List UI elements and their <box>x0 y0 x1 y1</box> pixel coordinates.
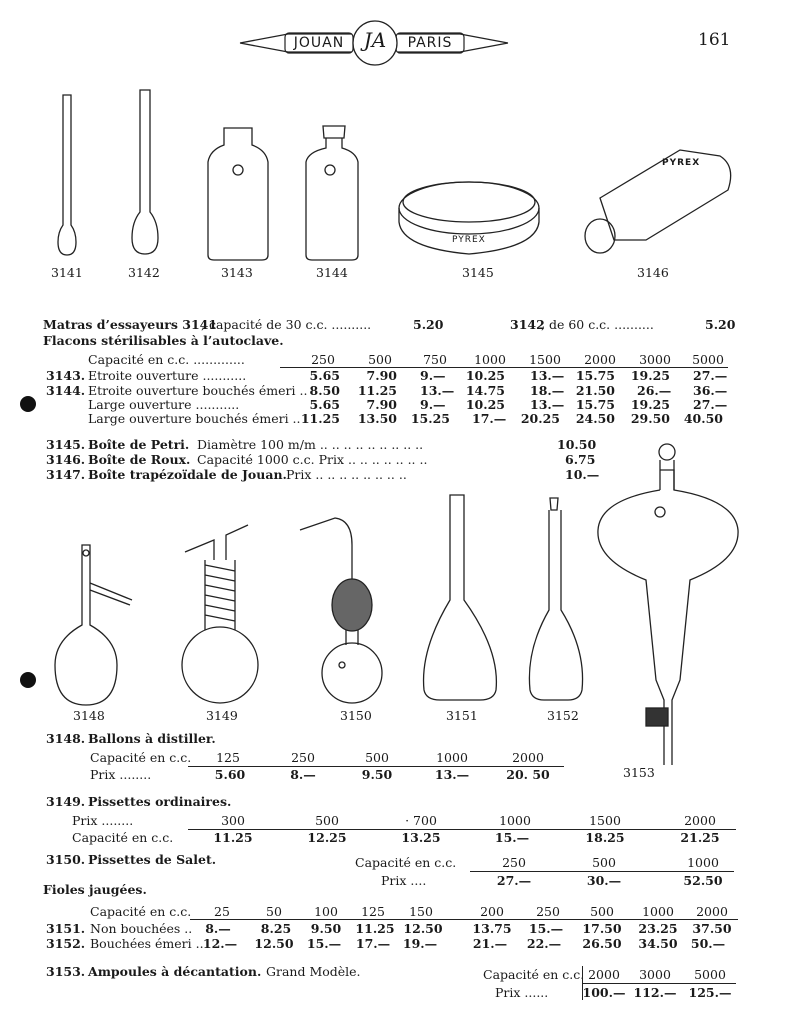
figure-number: 3152 <box>547 708 579 723</box>
price-cell: 21.— <box>472 936 508 951</box>
capacity-value: 2000 <box>588 967 620 982</box>
figure-number: 3150 <box>340 708 372 723</box>
fiole-3151-illustration <box>424 495 497 700</box>
item-price: 10.— <box>565 467 600 482</box>
price-cell: 8.50 <box>309 383 340 398</box>
item-desc: , capacité de 30 c.c. .......... <box>201 317 372 332</box>
price-cell: 7.90 <box>366 368 397 383</box>
price-cell: 22.— <box>526 936 562 951</box>
section-title: Ampoules à décantation. <box>88 964 262 979</box>
price-cell: 112.— <box>633 985 677 1000</box>
price-cell: 36.— <box>693 383 728 398</box>
price-cell: 13.— <box>420 383 455 398</box>
section-title: Pissettes ordinaires. <box>88 794 232 809</box>
figure-number: 3149 <box>206 708 238 723</box>
figure-number: 3151 <box>446 708 478 723</box>
capacity-label: Capacité en c.c. <box>90 750 192 765</box>
capacity-value: 1000 <box>474 352 506 367</box>
item-price: 6.75 <box>565 452 596 467</box>
price-cell: 1000 <box>499 813 531 828</box>
price-cell: 13.— <box>434 767 470 782</box>
price-cell: 20.25 <box>520 411 560 426</box>
capacity-value: 15.— <box>494 830 530 845</box>
row-label: Large ouverture bouchés émeri .. <box>88 411 301 426</box>
capacity-value: 21.25 <box>680 830 720 845</box>
ampoule-3153-illustration <box>598 444 738 765</box>
divider <box>190 919 738 920</box>
row-label: Non bouchées .. <box>90 921 193 936</box>
capacity-value: 750 <box>423 352 447 367</box>
capacity-label: Capacité en c.c. <box>483 967 585 982</box>
capacity-value: 5000 <box>694 967 726 982</box>
capacity-value: 3000 <box>639 352 671 367</box>
row-number: 3153. <box>46 964 86 979</box>
capacity-value: 125 <box>361 904 385 919</box>
price-cell: 5.65 <box>309 368 340 383</box>
row-number: 3147. <box>46 467 86 482</box>
price-cell: 15.75 <box>575 368 615 383</box>
price-cell: · 700 <box>405 813 437 828</box>
pissette-3149-illustration <box>182 525 258 703</box>
price-cell: 125.— <box>688 985 732 1000</box>
price-cell: 40.50 <box>683 411 723 426</box>
price-cell: 24.50 <box>575 411 615 426</box>
row-label: Etroite ouverture bouchés émeri .. <box>88 383 308 398</box>
row-label: Bouchées émeri .. <box>90 936 204 951</box>
capacity-value: 150 <box>409 904 433 919</box>
price-cell: 29.50 <box>630 411 670 426</box>
page-number: 161 <box>698 30 731 50</box>
price-cell: 17.— <box>472 411 507 426</box>
capacity-value: 250 <box>311 352 335 367</box>
price-cell: 52.50 <box>683 873 723 888</box>
capacity-value: 1000 <box>642 904 674 919</box>
price-cell: 2000 <box>684 813 716 828</box>
capacity-value: 500 <box>592 855 616 870</box>
price-cell: 8.— <box>290 767 316 782</box>
capacity-value: 2000 <box>696 904 728 919</box>
price-cell: 10.25 <box>465 368 505 383</box>
item-desc: Prix .. .. .. .. .. .. .. .. <box>286 467 407 482</box>
capacity-value: 250 <box>291 750 315 765</box>
price-cell: 500 <box>315 813 339 828</box>
capacity-value: 2000 <box>512 750 544 765</box>
row-number: 3146. <box>46 452 86 467</box>
item-price: 10.50 <box>557 437 597 452</box>
figure-number: 3146 <box>637 265 669 280</box>
price-cell: 15.— <box>306 936 342 951</box>
capacity-value: 18.25 <box>585 830 625 845</box>
price-cell: 37.50 <box>692 921 732 936</box>
figure-number: 3141 <box>51 265 83 280</box>
price-cell: 12.50 <box>254 936 294 951</box>
price-cell: 8.— <box>205 921 231 936</box>
price-cell: 27.— <box>693 368 728 383</box>
pyrex-label-roux: PYREX <box>662 158 701 168</box>
row-number: 3149. <box>46 794 86 809</box>
price-cell: 13.50 <box>357 411 397 426</box>
price-cell: 12.50 <box>403 921 443 936</box>
price-cell: 20. 50 <box>506 767 550 782</box>
price-cell: 18.— <box>530 383 565 398</box>
row-number: 3150. <box>46 852 86 867</box>
price-cell: 14.75 <box>465 383 505 398</box>
item-desc: , de 60 c.c. .......... <box>541 317 654 332</box>
figure-number: 3144 <box>316 265 348 280</box>
price-label: Prix ........ <box>90 767 152 782</box>
capacity-value: 1000 <box>687 855 719 870</box>
price-cell: 15.75 <box>575 397 615 412</box>
item-desc: Diamètre 100 m/m .. .. .. .. .. .. .. .. .. <box>197 437 424 452</box>
capacity-value: 500 <box>365 750 389 765</box>
item-price: 5.20 <box>413 317 444 332</box>
price-cell: 30.— <box>586 873 622 888</box>
price-cell: 5.65 <box>309 397 340 412</box>
price-cell: 300 <box>221 813 245 828</box>
figure-number: 3153 <box>623 765 655 780</box>
price-cell: 26.— <box>637 383 672 398</box>
price-cell: 9.— <box>420 368 446 383</box>
price-cell: 27.— <box>496 873 532 888</box>
price-cell: 7.90 <box>366 397 397 412</box>
brand-right: PARIS <box>407 35 453 51</box>
capacity-value: 125 <box>216 750 240 765</box>
price-cell: 50.— <box>690 936 726 951</box>
price-cell: 8.25 <box>260 921 292 936</box>
item-desc: Capacité 1000 c.c. Prix .. .. .. .. .. .. .. <box>197 452 428 467</box>
capacity-label: Capacité en c.c. <box>90 904 192 919</box>
item-price: 5.20 <box>705 317 736 332</box>
capacity-value: 250 <box>502 855 526 870</box>
price-cell: 15.25 <box>410 411 450 426</box>
capacity-label: Capacité en c.c. <box>72 830 174 845</box>
capacity-value: 2000 <box>584 352 616 367</box>
figure-number: 3142 <box>128 265 160 280</box>
row-label: Etroite ouverture ........... <box>88 368 247 383</box>
ballon-3148-illustration <box>55 545 132 705</box>
price-cell: 19.25 <box>630 397 670 412</box>
item-title: Boîte trapézoïdale de Jouan. <box>88 467 287 482</box>
section-title: Flacons stérilisables à l’autoclave. <box>43 333 284 348</box>
price-cell: 12.— <box>202 936 238 951</box>
capacity-value: 1500 <box>529 352 561 367</box>
price-cell: 11.25 <box>300 411 340 426</box>
divider <box>470 871 734 872</box>
price-label: Prix .... <box>381 873 427 888</box>
price-cell: 13.— <box>530 397 565 412</box>
capacity-value: 500 <box>368 352 392 367</box>
price-cell: 26.50 <box>582 936 622 951</box>
capacity-value: 5000 <box>692 352 724 367</box>
price-cell: 9.— <box>420 397 446 412</box>
price-cell: 11.25 <box>357 383 397 398</box>
row-number: 3151. <box>46 921 86 936</box>
item-desc: Grand Modèle. <box>266 964 361 979</box>
capacity-value: 200 <box>480 904 504 919</box>
price-label: Prix ...... <box>495 985 549 1000</box>
price-cell: 13.75 <box>472 921 512 936</box>
price-cell: 9.50 <box>361 767 393 782</box>
figure-number: 3145 <box>462 265 494 280</box>
price-cell: 27.— <box>693 397 728 412</box>
section-title: Fioles jaugées. <box>43 882 147 897</box>
capacity-value: 3000 <box>639 967 671 982</box>
price-cell: 19.— <box>402 936 438 951</box>
item-title: 3142 <box>510 317 545 332</box>
price-cell: 21.50 <box>575 383 615 398</box>
figure-number: 3143 <box>221 265 253 280</box>
capacity-label: Capacité en c.c. <box>355 855 457 870</box>
capacity-value: 500 <box>590 904 614 919</box>
price-cell: 23.25 <box>638 921 678 936</box>
fiole-3152-illustration <box>529 498 582 700</box>
figure-number: 3148 <box>73 708 105 723</box>
row-number: 3148. <box>46 731 86 746</box>
price-cell: 100.— <box>582 985 626 1000</box>
section-title: Pissettes de Salet. <box>88 852 217 867</box>
pyrex-label-petri: PYREX <box>452 235 486 245</box>
row-number: 3143. <box>46 368 86 383</box>
divider <box>582 983 736 984</box>
row-number: 3144. <box>46 383 86 398</box>
price-cell: 10.25 <box>465 397 505 412</box>
brand-left: JOUAN <box>293 35 345 51</box>
row-number: 3152. <box>46 936 86 951</box>
row-number: 3145. <box>46 437 86 452</box>
capacity-value: 1000 <box>436 750 468 765</box>
capacity-value: 12.25 <box>307 830 347 845</box>
item-title: Boîte de Petri. <box>88 437 190 452</box>
price-cell: 17.— <box>355 936 391 951</box>
divider <box>188 829 736 830</box>
price-cell: 17.50 <box>582 921 622 936</box>
price-cell: 19.25 <box>630 368 670 383</box>
price-cell: 15.— <box>528 921 564 936</box>
price-label: Prix ........ <box>72 813 134 828</box>
capacity-value: 50 <box>266 904 282 919</box>
capacity-value: 250 <box>536 904 560 919</box>
price-cell: 13.— <box>530 368 565 383</box>
capacity-value: 13.25 <box>401 830 441 845</box>
price-cell: 34.50 <box>638 936 678 951</box>
pissette-3150-illustration <box>300 518 382 703</box>
capacity-label: Capacité en c.c. ............. <box>88 352 245 367</box>
price-cell: 5.60 <box>214 767 246 782</box>
brand-monogram: JA <box>363 28 387 52</box>
price-cell: 9.50 <box>310 921 342 936</box>
capacity-value: 100 <box>314 904 338 919</box>
section-title: Ballons à distiller. <box>88 731 216 746</box>
item-title: Boîte de Roux. <box>88 452 191 467</box>
item-title: Matras d’essayeurs 3141 <box>43 317 218 332</box>
price-cell: 11.25 <box>355 921 395 936</box>
price-cell: 1500 <box>589 813 621 828</box>
capacity-value: 25 <box>214 904 230 919</box>
row-label: Large ouverture ........... <box>88 397 240 412</box>
capacity-value: 11.25 <box>213 830 253 845</box>
